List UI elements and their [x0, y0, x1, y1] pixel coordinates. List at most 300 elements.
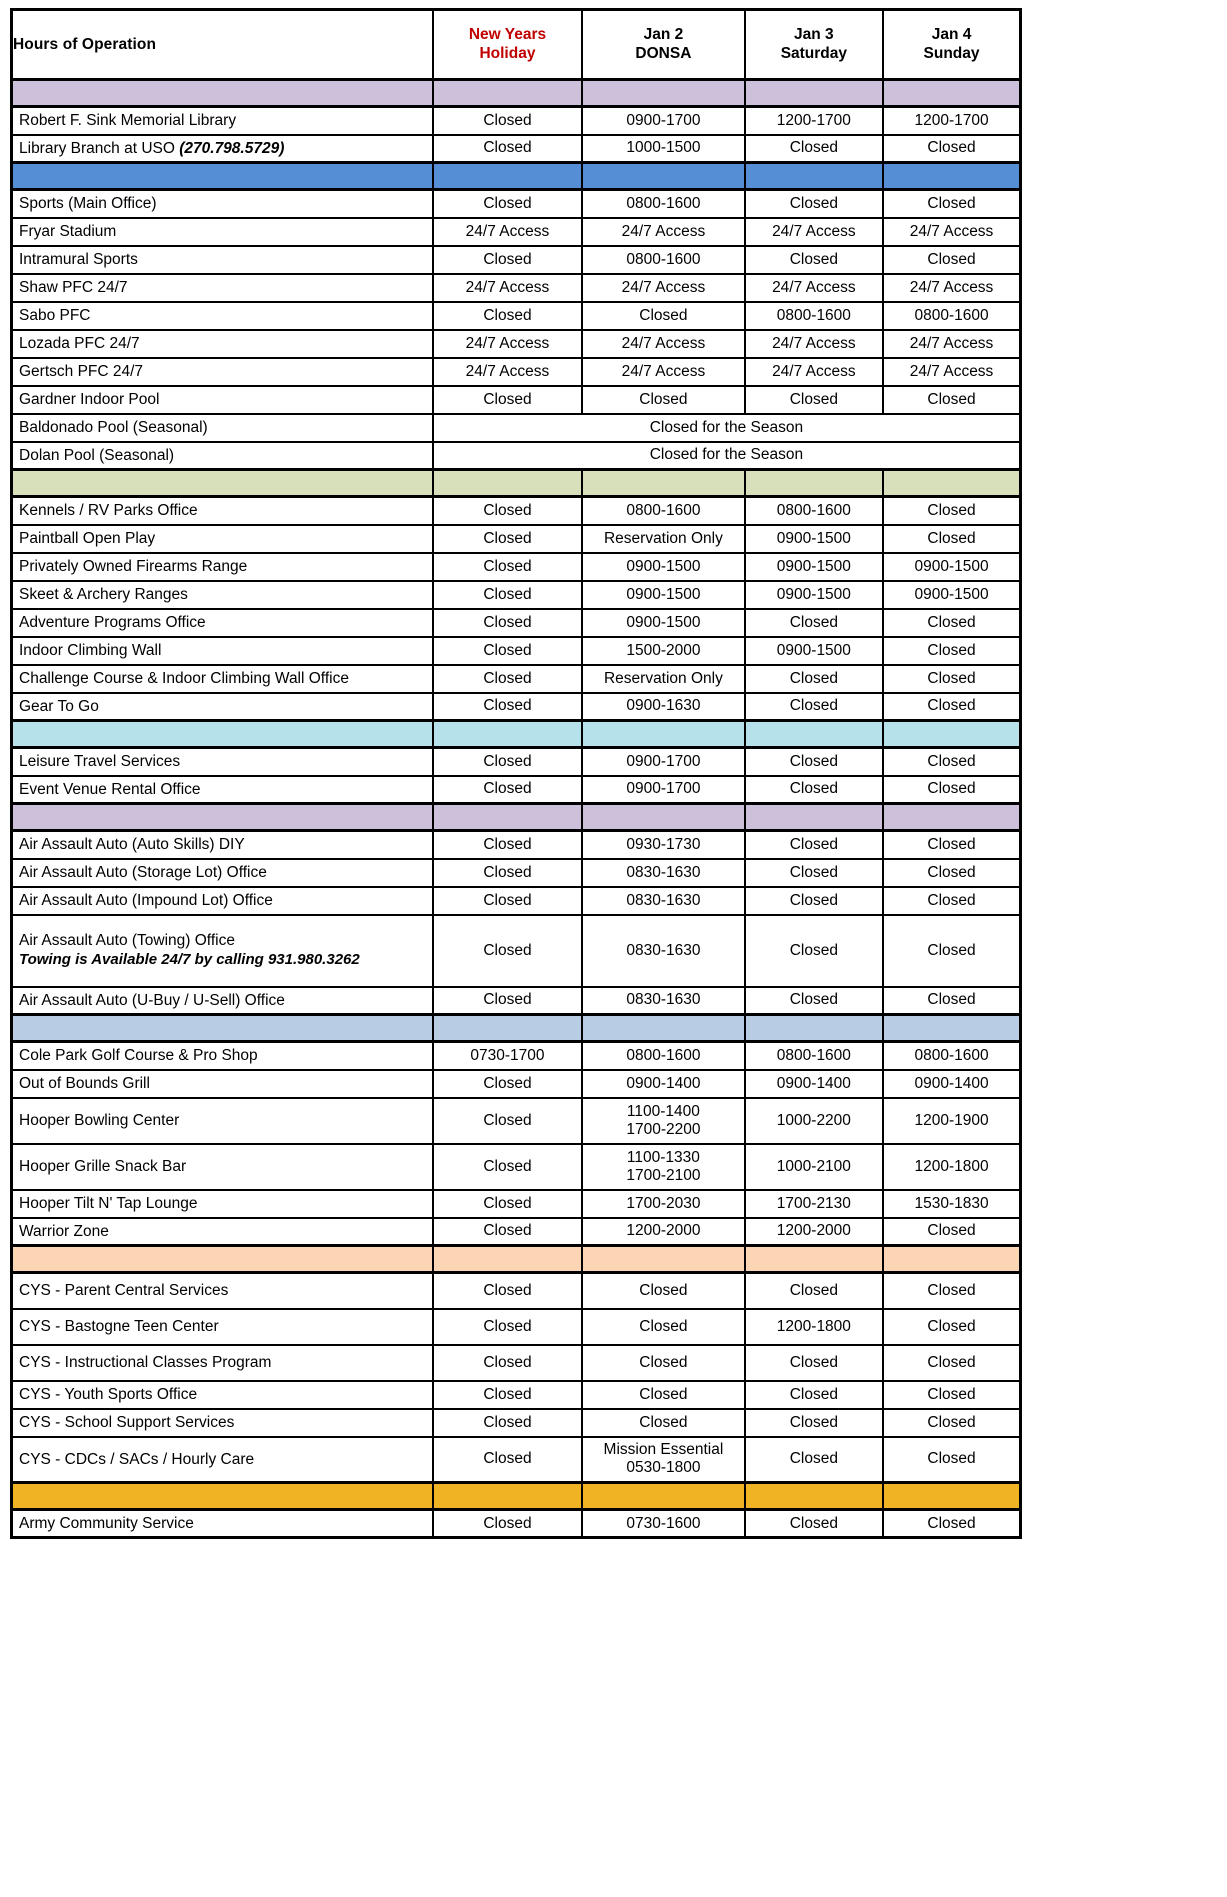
hours-value: 0900-1500 [626, 585, 701, 603]
hours-value: Closed [483, 1222, 532, 1240]
hours-cell [433, 525, 582, 553]
facility-name-cell [12, 887, 433, 915]
table-row [12, 358, 1021, 386]
hours-cell [745, 1381, 883, 1409]
facility-name-label: Army Community Service [19, 1514, 194, 1532]
hours-cell [582, 218, 744, 246]
hours-cell [883, 553, 1020, 581]
section-header-spacer-cell [433, 470, 582, 497]
facility-name-cell [12, 987, 433, 1015]
hours-cell [433, 665, 582, 693]
table-row [12, 386, 1021, 414]
hours-value: Closed [483, 780, 532, 798]
hours-cell [883, 637, 1020, 665]
table-row [12, 915, 1021, 987]
facility-name-label: Sports (Main Office) [19, 195, 157, 213]
facility-name-label: Fryar Stadium [19, 222, 117, 240]
hours-cell [883, 1309, 1020, 1345]
hours-cell [582, 107, 744, 135]
hours-cell [433, 274, 582, 302]
hours-cell [883, 386, 1020, 414]
hours-cell [745, 665, 883, 693]
table-row [12, 693, 1021, 721]
table-row [12, 302, 1021, 330]
hours-value: 24/7 Access [772, 222, 856, 240]
hours-value: 1530-1830 [914, 1194, 989, 1212]
section-header-robert-f-sink-memorial-library [12, 80, 1021, 107]
hours-value: 1700-2100 [626, 1166, 701, 1184]
hours-cell [745, 330, 883, 358]
hours-cell [883, 887, 1020, 915]
hours-cell [582, 1309, 744, 1345]
facility-name-label: Air Assault Auto (Storage Lot) Office [19, 863, 267, 881]
hours-cell [745, 831, 883, 859]
hours-cell [745, 581, 883, 609]
hours-cell [582, 358, 744, 386]
facility-name-label: CYS - Parent Central Services [19, 1282, 229, 1300]
facility-name-label: Leisure Travel Services [19, 753, 181, 771]
hours-value: Closed [483, 111, 532, 129]
section-header-spacer-cell [433, 721, 582, 748]
hours-cell [883, 665, 1020, 693]
table-row [12, 887, 1021, 915]
hours-value: Closed [927, 1353, 976, 1371]
facility-name-label: Gardner Indoor Pool [19, 390, 160, 408]
hours-cell [883, 358, 1020, 386]
hours-cell [433, 609, 582, 637]
hours-cell [433, 302, 582, 330]
section-header-spacer-cell [433, 1246, 582, 1273]
hours-value: Closed [639, 390, 688, 408]
hours-cell [433, 358, 582, 386]
hours-cell [582, 330, 744, 358]
hours-value: Closed [927, 1317, 976, 1335]
facility-name-cell [12, 859, 433, 887]
facility-name-label: Hooper Bowling Center [19, 1111, 180, 1129]
section-header-auto-skills-storage-impound-towing [12, 804, 1021, 831]
facility-name-label: CYS - Youth Sports Office [19, 1385, 198, 1403]
hours-cell [883, 1218, 1020, 1246]
hours-value: Closed [789, 194, 838, 212]
hours-cell [883, 135, 1020, 163]
facility-name-label: CYS - Bastogne Teen Center [19, 1317, 219, 1335]
table-row [12, 859, 1021, 887]
table-row [12, 497, 1021, 525]
hours-value: Reservation Only [603, 529, 723, 547]
facility-name-label: Lozada PFC 24/7 [19, 334, 140, 352]
hours-value: Closed [927, 139, 976, 157]
seasonal-status-cell: Closed for the Season [433, 414, 1021, 442]
facility-name-cell [12, 748, 433, 776]
hours-value: 24/7 Access [621, 278, 706, 296]
table-row [12, 831, 1021, 859]
hours-cell [745, 1273, 883, 1309]
hours-cell [433, 1190, 582, 1218]
hours-value: Closed [483, 585, 532, 603]
facility-name-label: Baldonado Pool (Seasonal) [19, 418, 208, 436]
hours-cell [582, 581, 744, 609]
hours-cell [433, 1409, 582, 1437]
section-header-sports-fitness-aquatics [12, 163, 1021, 190]
hours-cell [745, 190, 883, 218]
table-row [12, 1309, 1021, 1345]
facility-name-cell [12, 414, 433, 442]
table-row [12, 190, 1021, 218]
hours-cell [883, 859, 1020, 887]
hours-value: 1200-1700 [776, 111, 851, 129]
hours-cell [433, 776, 582, 804]
facility-name-label: Skeet & Archery Ranges [19, 585, 188, 603]
hours-cell [883, 190, 1020, 218]
hours-value: 0800-1600 [776, 306, 851, 324]
hours-value: Closed [483, 390, 532, 408]
hours-cell [745, 358, 883, 386]
facility-name-label: CYS - Instructional Classes Program [19, 1353, 272, 1371]
hours-cell [582, 1070, 744, 1098]
hours-cell [582, 1510, 744, 1538]
hours-cell [745, 1510, 883, 1538]
facility-name-label: Intramural Sports [19, 250, 138, 268]
facility-name-cell [12, 581, 433, 609]
hours-value: Closed [927, 1385, 976, 1403]
hours-value: Closed [789, 1385, 838, 1403]
section-header-label [12, 721, 433, 748]
hours-value: 24/7 Access [772, 278, 856, 296]
hours-value: 0730-1600 [626, 1514, 701, 1532]
hours-cell [433, 831, 582, 859]
hours-cell [582, 135, 744, 163]
facility-name-cell [12, 915, 433, 987]
facility-name-cell [12, 609, 433, 637]
hours-value: 1200-1700 [914, 111, 989, 129]
hours-value: Closed [483, 835, 532, 853]
hours-value: Closed [927, 501, 976, 519]
hours-value: 24/7 Access [772, 362, 856, 380]
hours-cell [582, 693, 744, 721]
hours-cell [745, 274, 883, 302]
hours-value: Closed [789, 1514, 838, 1532]
hours-value: Closed [789, 780, 838, 798]
hours-cell [745, 1309, 883, 1345]
hours-cell [433, 497, 582, 525]
hours-value: Closed [927, 669, 976, 687]
hours-cell [433, 859, 582, 887]
hours-cell [582, 497, 744, 525]
column-header-line1: Jan 2 [643, 25, 684, 43]
hours-value: 0900-1500 [914, 585, 989, 603]
hours-cell [745, 859, 883, 887]
column-header-line1: Jan 3 [794, 25, 834, 43]
hours-cell [745, 107, 883, 135]
hours-cell [582, 525, 744, 553]
section-header-outdoor-rec [12, 470, 1021, 497]
section-header-label [12, 1246, 433, 1273]
table-row [12, 1510, 1021, 1538]
section-header-spacer-cell [745, 80, 883, 107]
section-header-spacer-cell [745, 1246, 883, 1273]
section-header-spacer-cell [433, 804, 582, 831]
hours-value: 24/7 Access [621, 362, 706, 380]
hours-cell [883, 274, 1020, 302]
facility-name-label: Air Assault Auto (Impound Lot) Office [19, 891, 273, 909]
column-header-jan-2-donsa [582, 10, 744, 80]
hours-value: Closed [483, 1157, 532, 1175]
hours-value: 0900-1400 [776, 1074, 851, 1092]
hours-value: 24/7 Access [909, 362, 994, 380]
column-header-line2: Saturday [780, 44, 848, 62]
hours-value: 24/7 Access [909, 222, 994, 240]
facility-name-label: Hooper Tilt N' Tap Lounge [19, 1194, 198, 1212]
hours-value: 1100-1330 [626, 1148, 700, 1166]
facility-name-label: Gear To Go [19, 697, 99, 715]
hours-cell [582, 776, 744, 804]
facility-phone-label: (270.798.5729) [179, 139, 285, 157]
hours-value: 1000-1500 [626, 139, 701, 157]
hours-cell [745, 915, 883, 987]
facility-name-cell [12, 1510, 433, 1538]
section-header-label [12, 80, 433, 107]
facility-name-label: Privately Owned Firearms Range [19, 557, 248, 575]
hours-value: 24/7 Access [909, 334, 994, 352]
hours-cell [745, 987, 883, 1015]
hours-cell [433, 637, 582, 665]
hours-cell [582, 190, 744, 218]
table-row [12, 665, 1021, 693]
hours-value: Closed [789, 941, 838, 959]
section-header-spacer-cell [582, 163, 744, 190]
hours-value: 0800-1600 [626, 194, 701, 212]
table-row [12, 1190, 1021, 1218]
facility-name-label: Kennels / RV Parks Office [19, 502, 198, 520]
section-header-spacer-cell [745, 1015, 883, 1042]
hours-cell [433, 1437, 582, 1483]
hours-cell [745, 246, 883, 274]
facility-name-cell [12, 665, 433, 693]
hours-cell [582, 1381, 744, 1409]
section-header-spacer-cell [883, 80, 1020, 107]
facility-name-cell [12, 1042, 433, 1070]
facility-name-label: Paintball Open Play [19, 529, 156, 547]
table-row [12, 1409, 1021, 1437]
section-header-spacer-cell [883, 1483, 1020, 1510]
facility-name-cell [12, 218, 433, 246]
facility-name-cell [12, 525, 433, 553]
hours-value: 24/7 Access [465, 362, 550, 380]
table-row [12, 135, 1021, 163]
hours-value: 1500-2000 [626, 641, 701, 659]
table-row [12, 1381, 1021, 1409]
hours-cell [745, 1190, 883, 1218]
hours-value: Closed [789, 991, 838, 1009]
hours-value: 0900-1500 [626, 557, 701, 575]
facility-name-cell [12, 1345, 433, 1381]
section-header-spacer-cell [433, 1015, 582, 1042]
seasonal-status-cell: Closed for the Season [433, 442, 1021, 470]
hours-value: Closed [483, 941, 532, 959]
hours-cell [883, 1381, 1020, 1409]
section-header-spacer-cell [745, 163, 883, 190]
section-header-label [12, 470, 433, 497]
section-header-label [12, 1483, 433, 1510]
facility-name-label: Air Assault Auto (Towing) Office [19, 931, 235, 949]
section-header-acs [12, 1483, 1021, 1510]
hours-cell [883, 776, 1020, 804]
hours-cell [745, 1218, 883, 1246]
hours-cell [883, 987, 1020, 1015]
table-row [12, 274, 1021, 302]
hours-value: 0900-1700 [626, 752, 701, 770]
section-header-label [12, 1015, 433, 1042]
facility-name-cell [12, 1381, 433, 1409]
hours-value: Closed [483, 1413, 532, 1431]
hours-cell [582, 831, 744, 859]
hours-cell [883, 107, 1020, 135]
hours-cell [883, 1437, 1020, 1483]
hours-value: Closed [483, 1385, 532, 1403]
hours-value: Closed [483, 529, 532, 547]
hours-cell [745, 637, 883, 665]
hours-value: 0900-1500 [776, 641, 851, 659]
section-header-spacer-cell [745, 1483, 883, 1510]
facility-name-cell [12, 1098, 433, 1144]
facility-name-cell [12, 1409, 433, 1437]
section-header-spacer-cell [745, 804, 883, 831]
hours-value: Closed [789, 891, 838, 909]
hours-cell [745, 1070, 883, 1098]
section-header-spacer-cell [433, 1483, 582, 1510]
hours-value: 1200-2000 [776, 1222, 851, 1240]
hours-value: 0900-1400 [914, 1074, 989, 1092]
hours-cell [582, 859, 744, 887]
hours-cell [433, 1345, 582, 1381]
facility-name-cell [12, 1309, 433, 1345]
hours-value: Closed [483, 306, 532, 324]
section-header-spacer-cell [582, 1015, 744, 1042]
hours-value: Closed [789, 250, 838, 268]
hours-value: 24/7 Access [621, 334, 706, 352]
table-row [12, 553, 1021, 581]
hours-value: Closed [927, 863, 976, 881]
hours-cell [433, 1098, 582, 1144]
table-row [12, 330, 1021, 358]
facility-name-cell [12, 274, 433, 302]
section-header-spacer-cell [433, 163, 582, 190]
hours-cell [883, 693, 1020, 721]
hours-value: Closed [927, 697, 976, 715]
hours-value: Closed [927, 1450, 976, 1468]
hours-value: Closed [483, 891, 532, 909]
facility-name-label: Adventure Programs Office [19, 613, 206, 631]
facility-name-label: CYS - CDCs / SACs / Hourly Care [19, 1450, 255, 1468]
hours-value: Closed [483, 1353, 532, 1371]
page-title: Hours of Operation [12, 10, 433, 80]
table-row [12, 581, 1021, 609]
facility-name-label: Cole Park Golf Course & Pro Shop [19, 1047, 258, 1065]
hours-value: 0530-1800 [626, 1459, 701, 1477]
hours-value: 0800-1600 [626, 250, 701, 268]
hours-cell [883, 1345, 1020, 1381]
hours-value: 1100-1400 [626, 1102, 700, 1120]
hours-cell [883, 330, 1020, 358]
column-header-new-years-holiday [433, 10, 582, 80]
hours-value: 0900-1500 [776, 585, 851, 603]
hours-cell [883, 915, 1020, 987]
column-header-line1: New Years [468, 25, 547, 43]
hours-value: Closed [789, 835, 838, 853]
hours-value: Closed [789, 390, 838, 408]
section-header-spacer-cell [883, 1246, 1020, 1273]
hours-cell [883, 831, 1020, 859]
table-header [12, 10, 1021, 80]
hours-cell [433, 135, 582, 163]
hours-value: 0800-1600 [914, 1046, 989, 1064]
column-header-line2: Sunday [923, 44, 980, 62]
hours-value: Closed [639, 1385, 688, 1403]
hours-value: Closed [789, 697, 838, 715]
hours-cell [433, 218, 582, 246]
hours-cell [433, 1218, 582, 1246]
hours-value: 0800-1600 [776, 1046, 851, 1064]
hours-value: Closed [483, 863, 532, 881]
hours-value: 0730-1700 [470, 1046, 545, 1064]
hours-value: Closed [927, 250, 976, 268]
hours-value: Closed [483, 1194, 532, 1212]
hours-cell [883, 1070, 1020, 1098]
hours-value: 0900-1700 [626, 111, 701, 129]
hours-cell [433, 581, 582, 609]
hours-value: Closed [927, 891, 976, 909]
facility-note-label: Towing is Available 24/7 by calling 931.980.3262 [19, 951, 360, 969]
section-header-spacer-cell [883, 1015, 1020, 1042]
hours-value: Closed [483, 250, 532, 268]
hours-cell [582, 665, 744, 693]
hours-cell [883, 581, 1020, 609]
hours-value: 1700-2030 [626, 1194, 701, 1212]
hours-cell [745, 693, 883, 721]
section-header-spacer-cell [582, 1246, 744, 1273]
hours-value: Closed [483, 1281, 532, 1299]
hours-value: 1200-1800 [914, 1157, 989, 1175]
section-header-label [12, 163, 433, 190]
hours-value: Reservation Only [603, 669, 723, 687]
facility-name-label: Sabo PFC [19, 306, 91, 324]
hours-cell [883, 497, 1020, 525]
hours-value: Closed [483, 697, 532, 715]
table-body [12, 80, 1021, 1538]
hours-cell [582, 748, 744, 776]
hours-value: Closed [483, 1317, 532, 1335]
hours-value: 1200-2000 [626, 1222, 701, 1240]
hours-value: Closed [639, 306, 688, 324]
hours-cell [433, 748, 582, 776]
hours-cell [745, 553, 883, 581]
table-row [12, 1345, 1021, 1381]
hours-cell [745, 1345, 883, 1381]
hours-value: 0830-1630 [626, 941, 701, 959]
hours-value: 0900-1500 [776, 557, 851, 575]
hours-value: 0900-1500 [626, 613, 701, 631]
table-row [12, 609, 1021, 637]
hours-cell [433, 190, 582, 218]
hours-value: Closed [483, 613, 532, 631]
section-header-label [12, 804, 433, 831]
facility-name-label: Indoor Climbing Wall [19, 641, 162, 659]
hours-value: 0900-1500 [776, 529, 851, 547]
facility-name-cell [12, 1144, 433, 1190]
hours-cell [883, 218, 1020, 246]
hours-cell [745, 887, 883, 915]
facility-name-label: Event Venue Rental Office [19, 780, 201, 798]
